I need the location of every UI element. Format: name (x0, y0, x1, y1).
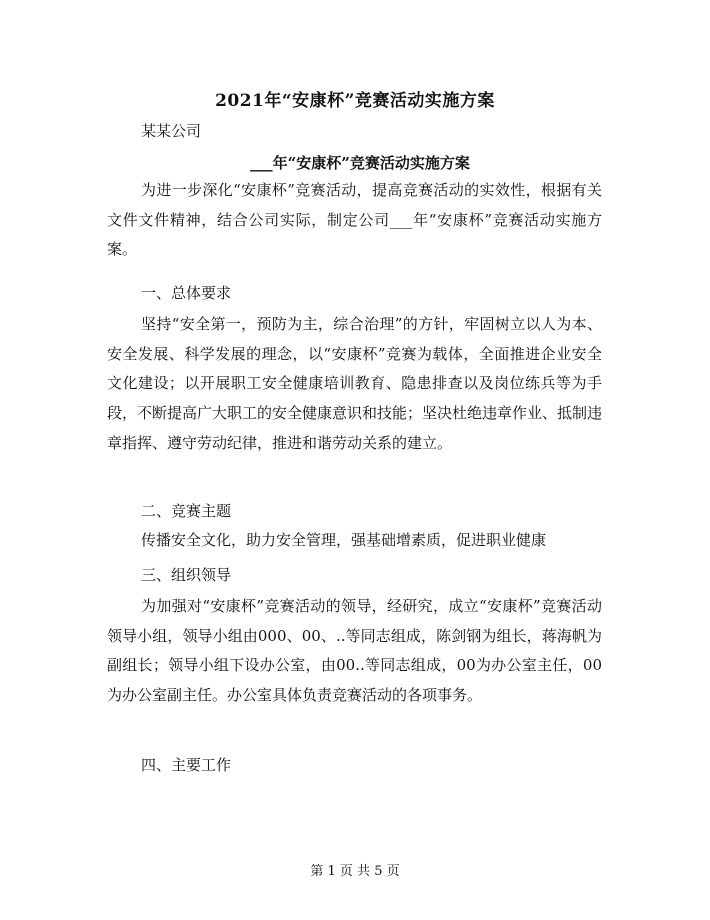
competition-theme-paragraph: 传播安全文化，助力安全管理，强基础增素质，促进职业健康 (141, 531, 547, 549)
section-heading-general-requirements: 一、总体要求 (141, 284, 232, 302)
section-heading-organization: 三、组织领导 (141, 566, 232, 584)
section-heading-main-work: 四、主要工作 (141, 756, 232, 774)
organization-paragraph: 为加强对“安康杯”竞赛活动的领导，经研究，成立“安康杯”竞赛活动领导小组，领导小组由000、00、..等同志组成，陈剑钢为组长，蒋海帆为副组长；领导小组下设办公室，由00..等同志组成，00为办公室主任，00为办公室副主任。办公室具体负责竞赛活动的各项事务。 (107, 597, 602, 705)
section-heading-competition-theme: 二、竞赛主题 (141, 502, 232, 520)
plan-subtitle: ___年“安康杯”竞赛活动实施方案 (250, 154, 470, 172)
intro-paragraph: 为进一步深化“安康杯”竞赛活动，提高竞赛活动的实效性，根据有关文件文件精神，结合公司实际，制定公司___年“安康杯”竞赛活动实施方案。 (107, 181, 602, 259)
company-name: 某某公司 (141, 122, 202, 140)
general-requirements-paragraph: 坚持“安全第一，预防为主，综合治理”的方针，牢固树立以人为本、安全发展、科学发展的理念，以“安康杯”竞赛为载体，全面推进企业安全文化建设；以开展职工安全健康培训教育、隐患排查以及岗位练兵等为手段，不断提高广大职工的安全健康意识和技能；坚决杜绝违章作业、抵制违章指挥、遵守劳动纪律，推进和谐劳动关系的建立。 (107, 315, 603, 452)
page-number-footer: 第 1 页 共 5 页 (310, 864, 400, 879)
document-title: 2021年“安康杯”竞赛活动实施方案 (215, 91, 495, 111)
